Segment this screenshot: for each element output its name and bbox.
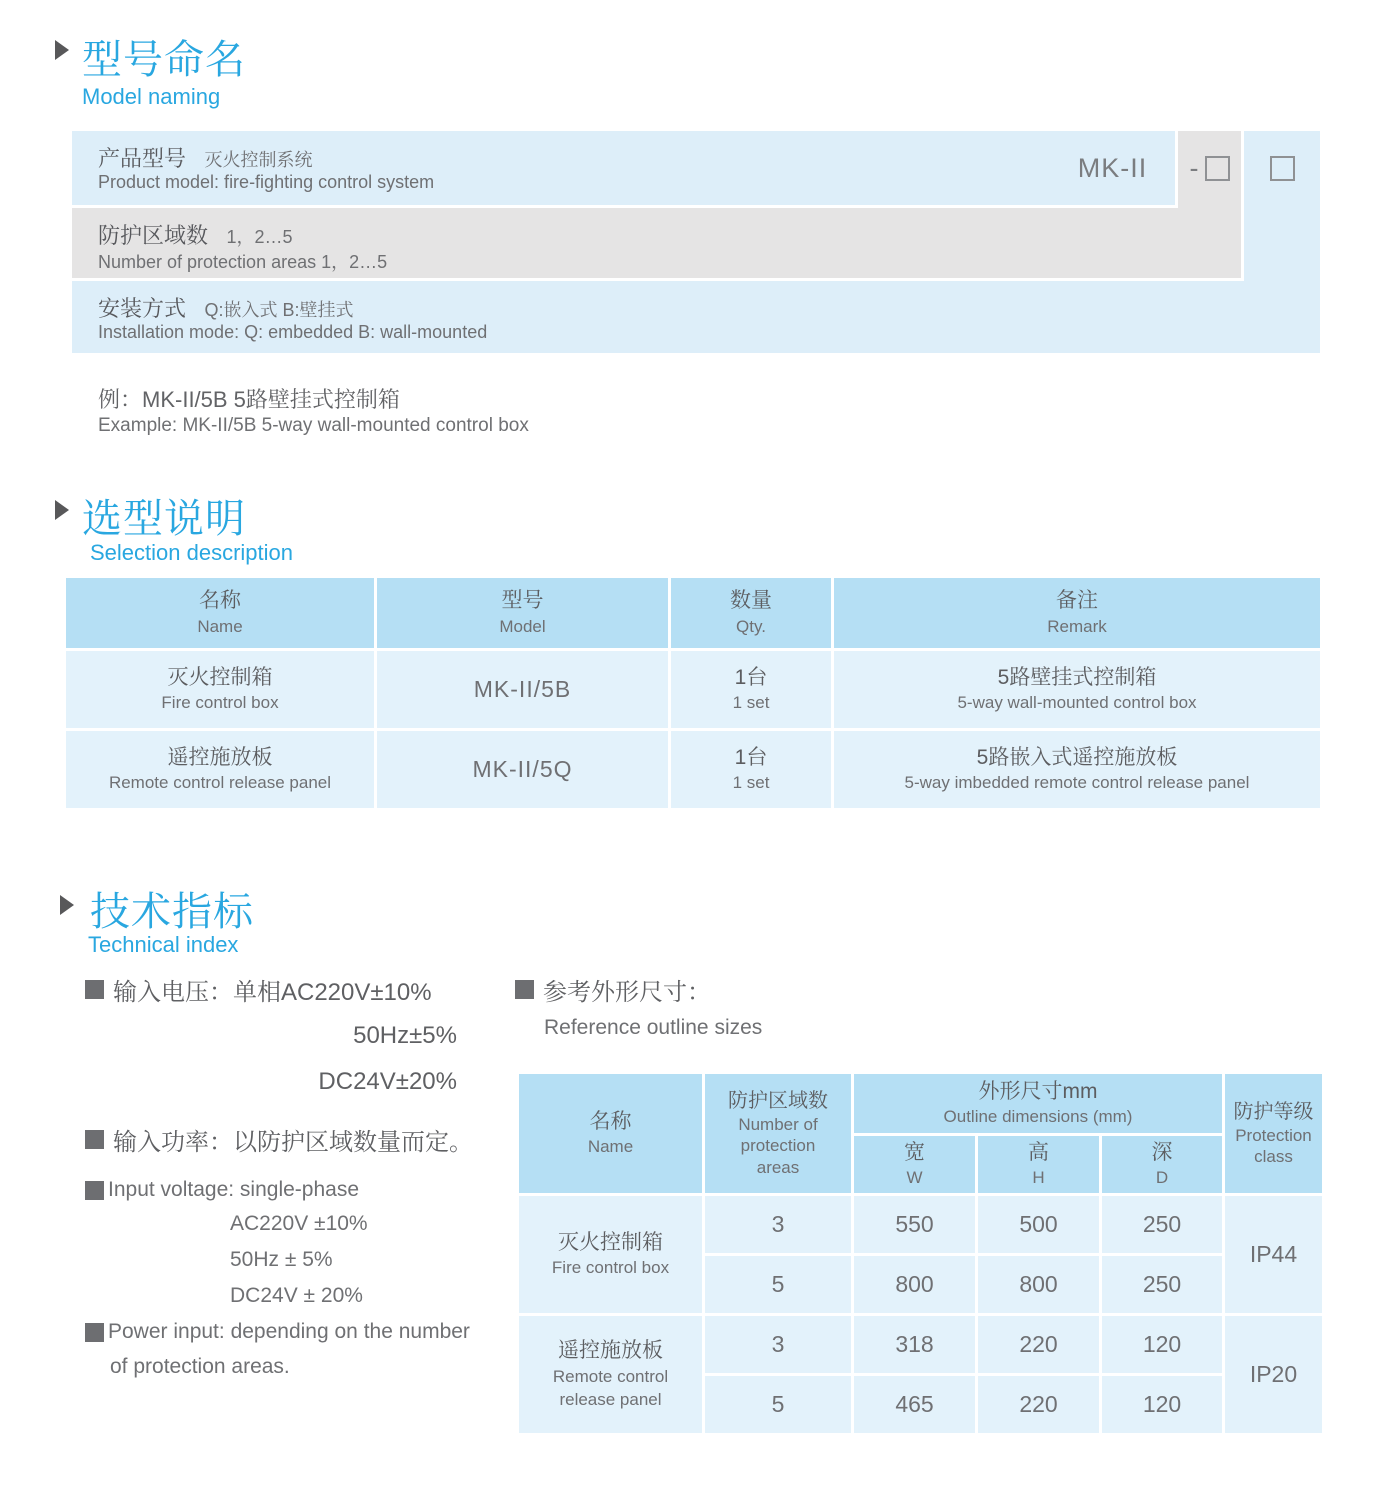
- input-voltage-en-cont1: AC220V ±10%: [230, 1212, 368, 1235]
- diagram-placeholder-box-areas: [1205, 156, 1230, 181]
- table-cell: 250: [1102, 1196, 1222, 1253]
- diagram-placeholder-box-mode: [1270, 156, 1295, 181]
- table-row: [671, 651, 831, 728]
- diagram-row2-label-zh: 防护区域数: [98, 223, 209, 248]
- header-model-zh: 型号: [501, 589, 544, 613]
- dims-h-zh: 高: [1028, 1140, 1049, 1164]
- table-cell: 3: [705, 1316, 851, 1373]
- section-arrow-icon: [60, 895, 74, 915]
- diagram-dash-box-cell: [1178, 131, 1241, 205]
- dims-header-name: [519, 1074, 702, 1193]
- dims-header-areas: [705, 1074, 851, 1193]
- table-cell: 318: [854, 1316, 975, 1373]
- dims-group1-protection: IP44: [1225, 1196, 1322, 1313]
- bullet-square-icon: [85, 1181, 104, 1200]
- row2-qty-en: 1 set: [732, 773, 770, 793]
- header-name-en: Name: [197, 616, 243, 636]
- group2-name-en: Remote control release panel: [552, 1366, 669, 1409]
- diagram-row1-note-zh: 灭火控制系统: [204, 150, 313, 170]
- dims-outline-en: Outline dimensions (mm): [943, 1107, 1133, 1127]
- dims-class-en: Protection class: [1235, 1125, 1312, 1166]
- diagram-row2-line-en: Number of protection areas 1，2…5: [98, 252, 388, 272]
- input-voltage-en-cont2: 50Hz ± 5%: [230, 1248, 333, 1271]
- dims-class-zh: 防护等级: [1233, 1100, 1314, 1123]
- diagram-box-cell: [1244, 131, 1320, 205]
- bullet-input-power-zh: [85, 1122, 473, 1157]
- table-cell: 220: [978, 1316, 1099, 1373]
- table-cell: 550: [854, 1196, 975, 1253]
- dims-h-en: H: [1032, 1168, 1045, 1188]
- header-remark-en: Remark: [1047, 616, 1107, 636]
- section-subtitle-model-naming: Model naming: [82, 84, 221, 109]
- header-remark-zh: 备注: [1056, 589, 1098, 613]
- table-cell: 500: [978, 1196, 1099, 1253]
- section-title-technical: 技术指标: [90, 890, 254, 934]
- diagram-dash: -: [1189, 152, 1200, 183]
- diagram-row3-line-en: Installation mode: Q: embedded B: wall-mounted: [98, 322, 488, 342]
- diagram-row3-label-zh: 安装方式: [98, 296, 187, 321]
- dims-group2-protection: IP20: [1225, 1316, 1322, 1433]
- dims-w-en: W: [906, 1168, 923, 1188]
- section-title-model-naming: 型号命名: [82, 38, 246, 82]
- table-row: [66, 731, 374, 808]
- input-power-en-line2: of protection areas.: [110, 1355, 290, 1378]
- dims-header-width: [854, 1136, 975, 1193]
- row1-name-zh: 灭火控制箱: [167, 665, 273, 689]
- input-voltage-zh-cont2: DC24V±20%: [318, 1068, 457, 1095]
- dimensions-table: [519, 1074, 1321, 1433]
- diagram-row1-line-zh: [98, 142, 312, 173]
- table-cell: 465: [854, 1376, 975, 1433]
- reference-sizes-en: Reference outline sizes: [544, 1016, 763, 1039]
- row2-name-en: Remote control release panel: [108, 773, 332, 793]
- section-title-selection: 选型说明: [82, 497, 246, 541]
- dims-outline-zh: 外形尺寸mm: [978, 1079, 1098, 1103]
- table-cell: 120: [1102, 1376, 1222, 1433]
- example-line-zh: 例：MK-II/5B 5路壁挂式控制箱: [98, 387, 400, 412]
- table-row: [671, 731, 831, 808]
- input-voltage-zh-cont1: 50Hz±5%: [353, 1022, 457, 1049]
- row1-qty-zh: 1台: [734, 665, 768, 689]
- header-qty-en: Qty.: [736, 616, 766, 636]
- selection-col-header-remark: [834, 578, 1320, 648]
- diagram-model-code: MK-II: [1077, 152, 1148, 183]
- header-qty-zh: 数量: [730, 589, 772, 613]
- dims-areas-en: Number of protection areas: [738, 1115, 818, 1177]
- input-voltage-zh-text: 输入电压：单相AC220V±10%: [113, 979, 432, 1006]
- table-row: [834, 731, 1320, 808]
- diagram-row2-note-zh: 1，2…5: [226, 227, 293, 247]
- table-cell: 250: [1102, 1256, 1222, 1313]
- dims-group1-name: [519, 1196, 702, 1313]
- table-row: [834, 651, 1320, 728]
- row1-model: MK-II/5B: [473, 675, 572, 702]
- row1-remark-zh: 5路壁挂式控制箱: [997, 665, 1157, 689]
- dims-name-en: Name: [587, 1137, 634, 1157]
- diagram-row1-line-en: Product model: fire-fighting control system: [98, 172, 435, 192]
- diagram-row1-label-zh: 产品型号: [98, 146, 187, 171]
- header-name-zh: 名称: [199, 589, 241, 613]
- example-line-en: Example: MK-II/5B 5-way wall-mounted control box: [98, 415, 529, 436]
- row2-remark-zh: 5路嵌入式遥控施放板: [976, 745, 1178, 769]
- section-arrow-icon: [55, 500, 69, 520]
- bullet-square-icon: [85, 1323, 104, 1342]
- bullet-input-voltage-zh: [85, 972, 432, 1007]
- input-voltage-en-text: Input voltage: single-phase: [108, 1178, 360, 1201]
- dims-header-protection: [1225, 1074, 1322, 1193]
- selection-table: [66, 578, 1320, 808]
- section-arrow-icon: [55, 40, 69, 60]
- dims-w-zh: 宽: [904, 1140, 925, 1164]
- diagram-row3-line-zh: [98, 292, 353, 323]
- dims-areas-zh: 防护区域数: [728, 1090, 828, 1113]
- dims-name-zh: 名称: [589, 1109, 632, 1133]
- dims-d-en: D: [1155, 1168, 1169, 1188]
- table-cell: 800: [854, 1256, 975, 1313]
- selection-col-header-name: [66, 578, 374, 648]
- table-row: [377, 731, 668, 808]
- row1-remark-en: 5-way wall-mounted control box: [957, 693, 1197, 713]
- bullet-input-power-en: [85, 1320, 470, 1344]
- table-cell: 120: [1102, 1316, 1222, 1373]
- table-cell: 3: [705, 1196, 851, 1253]
- section-subtitle-technical: Technical index: [88, 932, 239, 957]
- reference-sizes-zh: 参考外形尺寸：: [543, 979, 711, 1006]
- table-row: [377, 651, 668, 728]
- dims-header-depth: [1102, 1136, 1222, 1193]
- row2-name-zh: 遥控施放板: [167, 745, 273, 769]
- dims-d-zh: 深: [1151, 1140, 1173, 1164]
- row2-model: MK-II/5Q: [472, 755, 573, 782]
- bullet-square-icon: [515, 980, 534, 999]
- table-cell: 220: [978, 1376, 1099, 1433]
- dims-group2-name: [519, 1316, 702, 1433]
- diagram-row3-note-zh: Q:嵌入式 B:壁挂式: [204, 300, 354, 320]
- selection-col-header-qty: [671, 578, 831, 648]
- group1-name-zh: 灭火控制箱: [558, 1230, 663, 1254]
- dims-header-height: [978, 1136, 1099, 1193]
- dims-header-outline: [854, 1074, 1222, 1133]
- row1-name-en: Fire control box: [161, 693, 279, 713]
- diagram-row2-line-zh: [98, 219, 293, 250]
- row2-remark-en: 5-way imbedded remote control release panel: [904, 773, 1250, 793]
- table-cell: 800: [978, 1256, 1099, 1313]
- input-power-zh-text: 输入功率：以防护区域数量而定。: [113, 1129, 473, 1156]
- bullet-input-voltage-en: [85, 1178, 359, 1202]
- row2-qty-zh: 1台: [734, 745, 768, 769]
- input-power-en-line1: Power input: depending on the number: [108, 1320, 470, 1343]
- header-model-en: Model: [499, 616, 546, 636]
- selection-col-header-model: [377, 578, 668, 648]
- table-cell: 5: [705, 1376, 851, 1433]
- bullet-square-icon: [85, 1130, 104, 1149]
- section-subtitle-selection: Selection description: [90, 540, 294, 565]
- group1-name-en: Fire control box: [551, 1258, 670, 1278]
- bullet-square-icon: [85, 980, 104, 999]
- bullet-reference-sizes: [515, 972, 711, 1007]
- group2-name-zh: 遥控施放板: [558, 1339, 663, 1363]
- table-cell: 5: [705, 1256, 851, 1313]
- row1-qty-en: 1 set: [732, 693, 770, 713]
- input-voltage-en-cont3: DC24V ± 20%: [230, 1284, 363, 1307]
- table-row: [66, 651, 374, 728]
